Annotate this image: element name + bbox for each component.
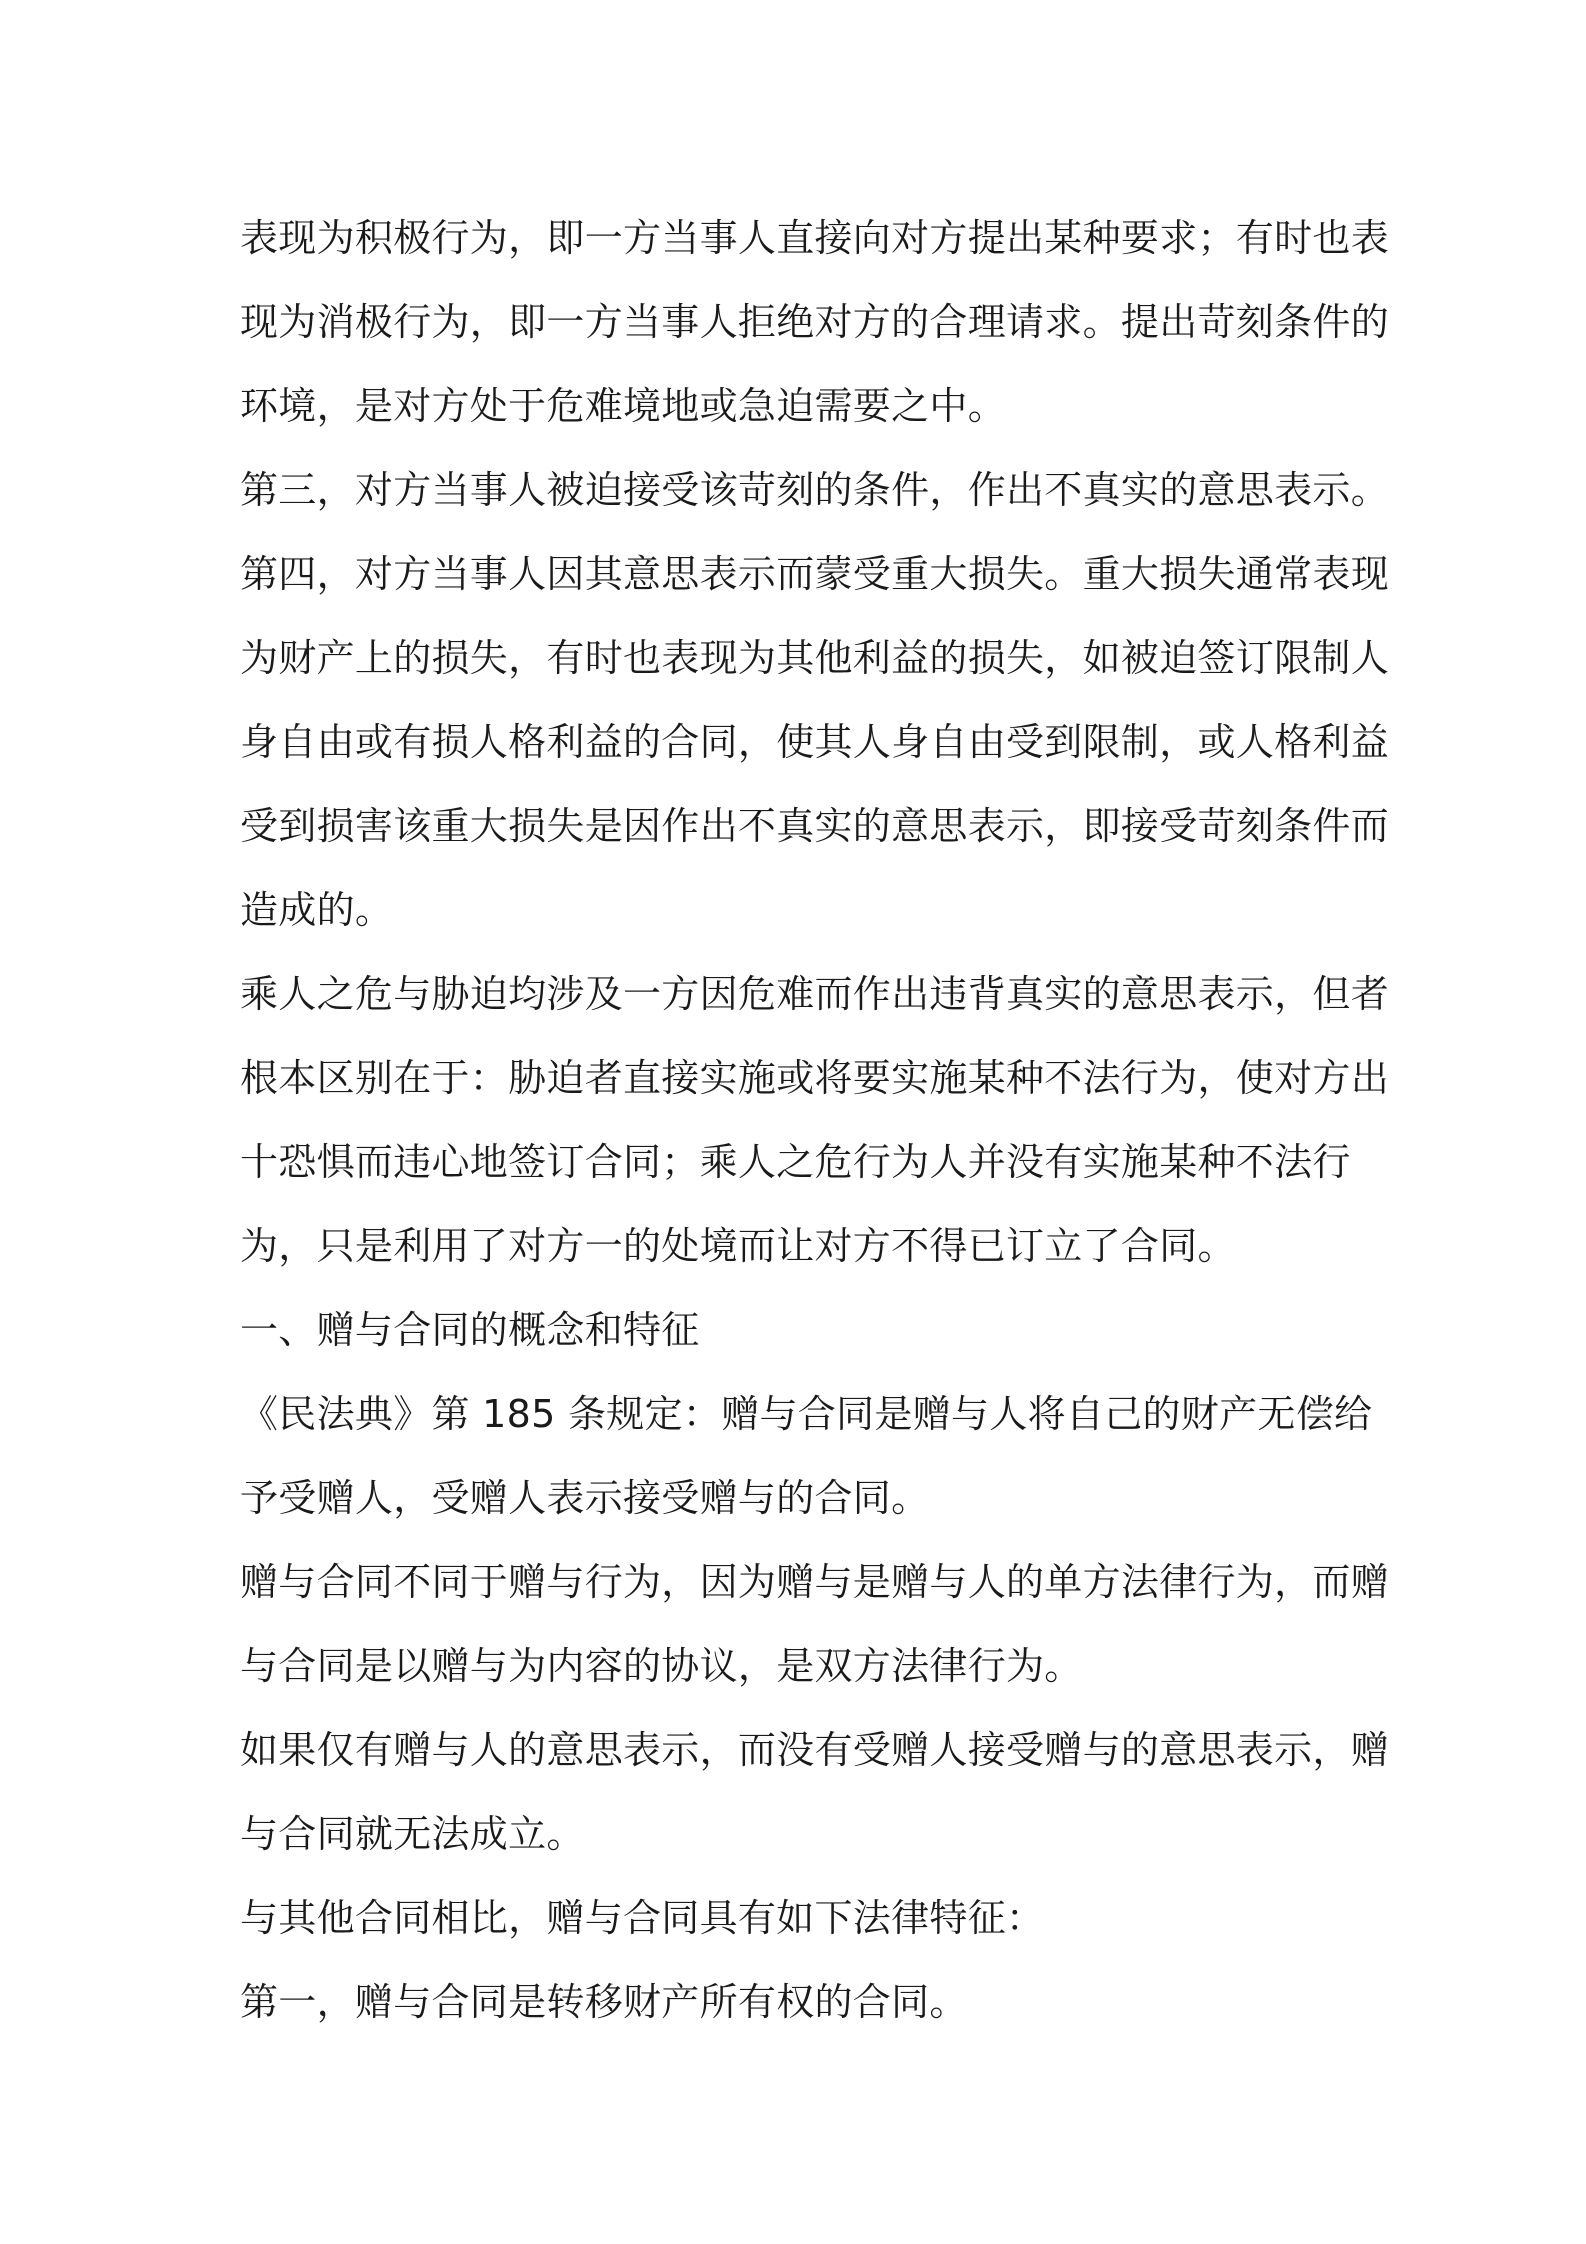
- text-line: 表现为积极行为，即一方当事人直接向对方提出某种要求；有时也表: [240, 216, 1390, 260]
- text-line: 为，只是利用了对方一的处境而让对方不得已订立了合同。: [240, 1224, 1236, 1268]
- section-heading: 一、赠与合同的概念和特征: [240, 1308, 700, 1352]
- text-line: 造成的。: [240, 888, 394, 932]
- text-line: 身自由或有损人格利益的合同，使其人身自由受到限制，或人格利益: [240, 720, 1390, 764]
- text-line: 现为消极行为，即一方当事人拒绝对方的合理请求。提出苛刻条件的: [240, 300, 1390, 344]
- text-line: 《民法典》第 185 条规定：赠与合同是赠与人将自己的财产无偿给: [240, 1392, 1373, 1436]
- text-line: 赠与合同不同于赠与行为，因为赠与是赠与人的单方法律行为，而赠: [240, 1560, 1390, 1604]
- text-line: 第四，对方当事人因其意思表示而蒙受重大损失。重大损失通常表现: [240, 552, 1390, 596]
- text-line: 环境，是对方处于危难境地或急迫需要之中。: [240, 384, 1007, 428]
- text-line: 根本区别在于：胁迫者直接实施或将要实施某种不法行为，使对方出: [240, 1056, 1390, 1100]
- text-line: 乘人之危与胁迫均涉及一方因危难而作出违背真实的意思表示，但者: [240, 972, 1390, 1016]
- text-line: 受到损害该重大损失是因作出不真实的意思表示，即接受苛刻条件而: [240, 804, 1390, 848]
- text-line: 第一，赠与合同是转移财产所有权的合同。: [240, 1980, 968, 2024]
- text-line: 与合同是以赠与为内容的协议，是双方法律行为。: [240, 1644, 1083, 1688]
- text-line: 如果仅有赠与人的意思表示，而没有受赠人接受赠与的意思表示，赠: [240, 1728, 1390, 1772]
- text-line: 十恐惧而违心地签订合同；乘人之危行为人并没有实施某种不法行: [240, 1140, 1351, 1184]
- text-line: 与其他合同相比，赠与合同具有如下法律特征：: [240, 1896, 1045, 1940]
- text-line: 与合同就无法成立。: [240, 1812, 585, 1856]
- document-body: [240, 196, 1390, 2044]
- text-line: 为财产上的损失，有时也表现为其他利益的损失，如被迫签订限制人: [240, 636, 1390, 680]
- text-line: 第三，对方当事人被迫接受该苛刻的条件，作出不真实的意思表示。: [240, 468, 1390, 512]
- text-line: 予受赠人，受赠人表示接受赠与的合同。: [240, 1476, 930, 1520]
